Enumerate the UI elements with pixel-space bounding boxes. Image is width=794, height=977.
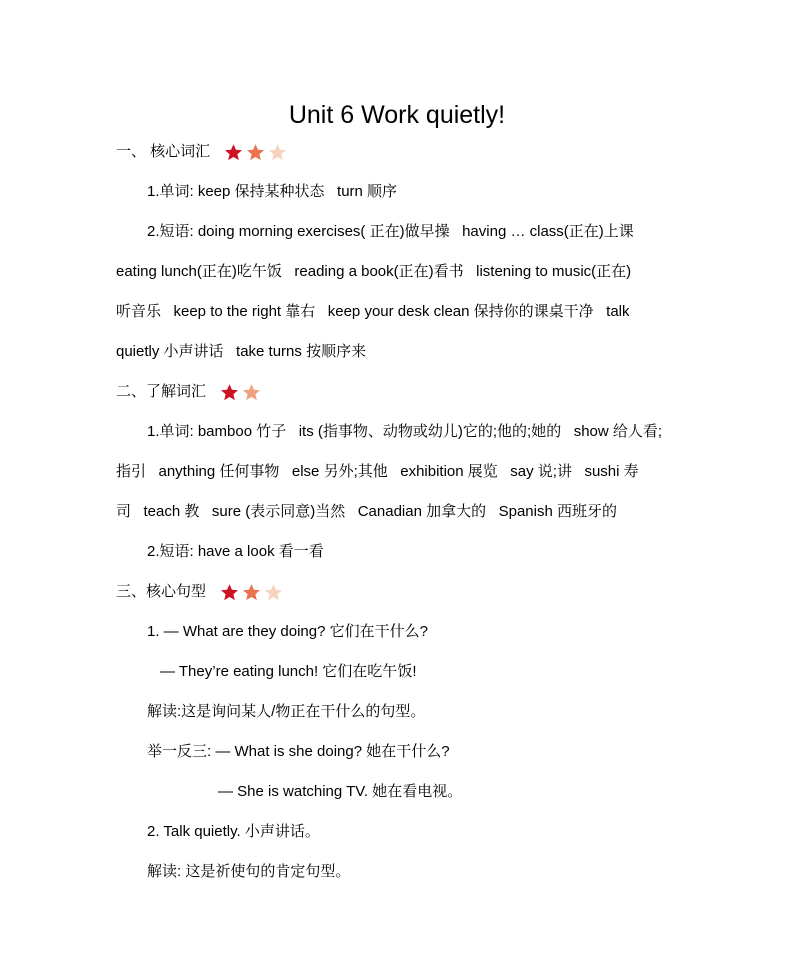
star-icon	[246, 143, 265, 162]
section-heading-text: 二、了解词汇	[116, 383, 207, 400]
vocab-words-line: 指引 anything 任何事物 else 另外;其他 exhibition 展览 say 说;讲 sushi 寿	[116, 463, 639, 480]
explanation-line: 解读: 这是祈使句的肯定句型。	[147, 863, 351, 880]
star-icon	[220, 583, 239, 602]
vocab-phrases-line: 听音乐 keep to the right 靠右 keep your desk clean 保持你的课桌干净 talk	[116, 303, 630, 320]
section-heading-text: 一、 核心词汇	[116, 143, 211, 160]
difficulty-stars	[220, 383, 261, 402]
example-question-line: 举一反三: — What is she doing? 她在干什么?	[147, 743, 450, 760]
sentence-answer-line: — They’re eating lunch! 它们在吃午饭!	[160, 663, 417, 680]
star-icon	[264, 583, 283, 602]
star-icon	[224, 143, 243, 162]
star-icon	[242, 383, 261, 402]
vocab-words-line: 1.单词: bamboo 竹子 its (指事物、动物或幼儿)它的;他的;她的 show 给人看;	[147, 423, 663, 440]
sentence-line: 2. Talk quietly. 小声讲话。	[147, 823, 320, 840]
vocab-phrases-line: 2.短语: have a look 看一看	[147, 543, 324, 560]
star-icon	[220, 383, 239, 402]
section-heading-text: 三、核心句型	[116, 583, 207, 600]
section-heading-core-vocabulary	[116, 132, 756, 172]
vocab-words-line: 1.单词: keep 保持某种状态 turn 顺序	[147, 183, 398, 200]
difficulty-stars	[220, 583, 283, 602]
star-icon	[242, 583, 261, 602]
page-title: Unit 6 Work quietly!	[288, 101, 506, 129]
sentence-question-line: 1. — What are they doing? 它们在干什么?	[147, 623, 428, 640]
section-heading-extra-vocabulary	[116, 372, 756, 412]
vocab-words-line: 司 teach 教 sure (表示同意)当然 Canadian 加拿大的 Spanish 西班牙的	[116, 503, 617, 520]
star-icon	[268, 143, 287, 162]
vocab-phrases-line: eating lunch(正在)吃午饭 reading a book(正在)看书 listening to music(正在)	[116, 263, 632, 280]
section-heading-core-sentences	[116, 572, 756, 612]
vocab-phrases-line: quietly 小声讲话 take turns 按顺序来	[116, 343, 367, 360]
difficulty-stars	[224, 143, 287, 162]
vocab-phrases-line: 2.短语: doing morning exercises( 正在)做早操 having … class(正在)上课	[147, 223, 634, 240]
explanation-line: 解读:这是询问某人/物正在干什么的句型。	[147, 703, 426, 720]
example-answer-line: — She is watching TV. 她在看电视。	[218, 783, 463, 800]
document-body	[116, 132, 756, 892]
